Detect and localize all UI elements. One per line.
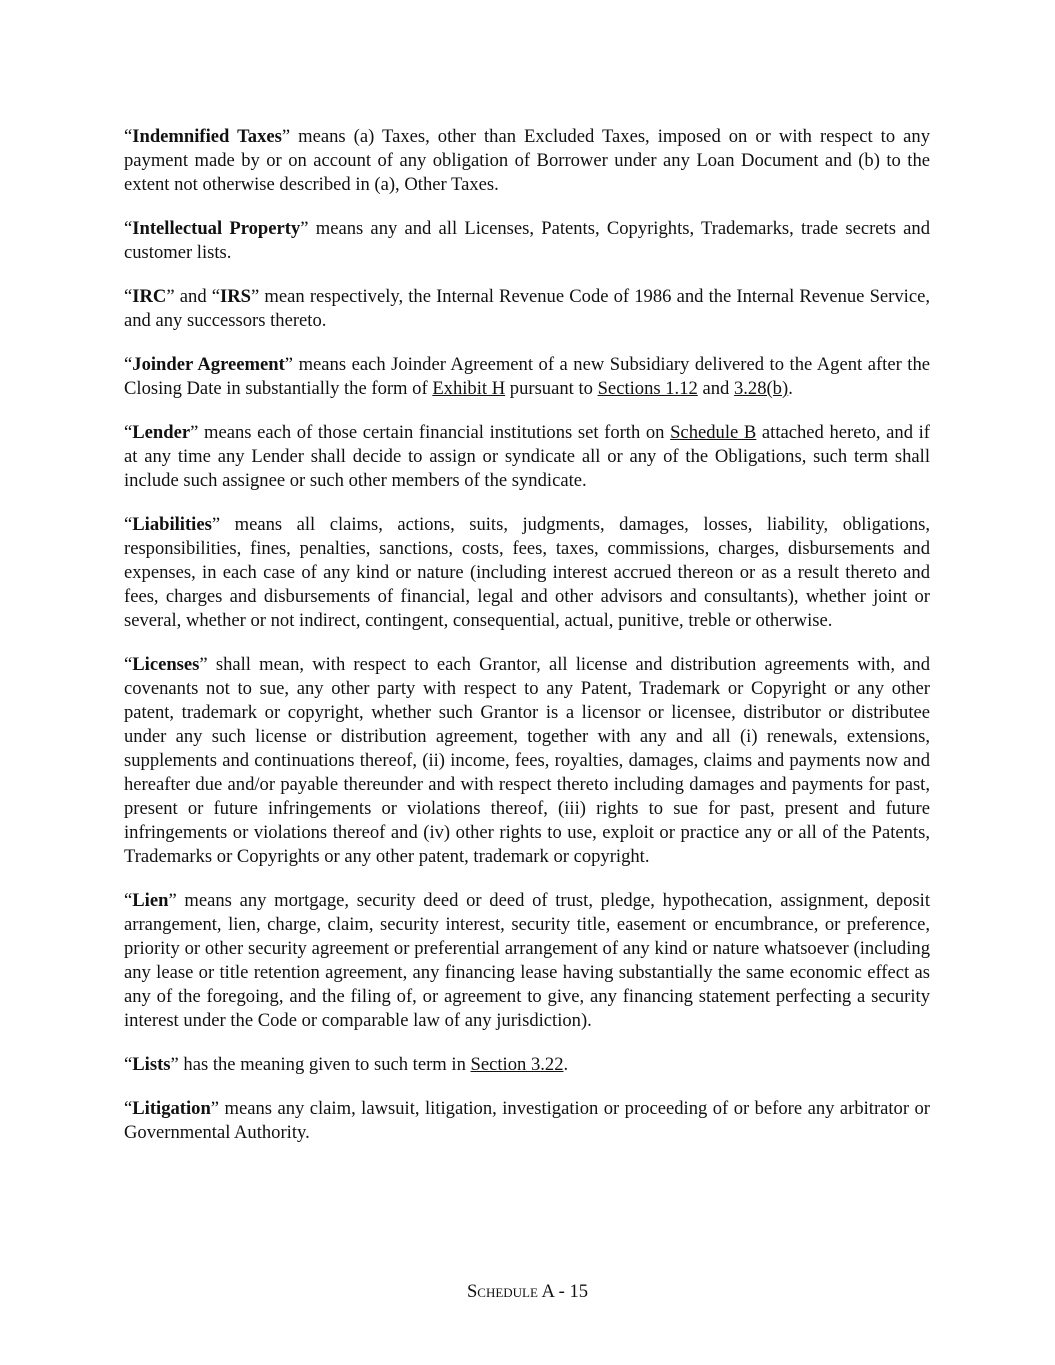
page-footer: Schedule A - 15 — [466, 1281, 589, 1302]
definition-text: means any and all Licenses, Patents, Copyrights, Trademarks, trade secrets and customer lists. — [124, 218, 930, 263]
definition-text: means each Joinder Agreement of a new Subsidiary delivered to the Agent after the Closing Date in substantially the form of — [124, 354, 930, 399]
definition-lender: “Lender” means each of those certain financial institutions set forth on Schedule B attached hereto, and if at any time any Lender shall decide to assign or syndicate all or any of the Obligations, such term shall include such assignee or such other members of the syndicate. — [124, 422, 930, 491]
definition-text: has the meaning given to such term in — [178, 1054, 471, 1075]
defined-term: Joinder Agreement — [132, 354, 285, 375]
defined-term: Licenses — [132, 654, 200, 675]
definitions-list — [124, 125, 930, 1165]
definition-lists: “Lists” has the meaning given to such term in Section 3.22. — [124, 1054, 569, 1075]
definition-indemnified-taxes: “Indemnified Taxes” means (a) Taxes, other than Excluded Taxes, imposed on or with respect to any payment made by or on account of any obligation of Borrower under any Loan Document and (b) to the extent not otherwise described in (a), Other Taxes. — [124, 126, 930, 195]
definition-joinder-agreement: “Joinder Agreement” means each Joinder Agreement of a new Subsidiary delivered to the Agent after the Closing Date in substantially the form of Exhibit H pursuant to Sections 1.12 and 3.28(b). — [124, 354, 930, 399]
schedule-reference: Schedule B — [670, 422, 757, 443]
definition-litigation: “Litigation” means any claim, lawsuit, litigation, investigation or proceeding of or before any arbitrator or Governmental Authority. — [124, 1098, 930, 1143]
defined-term: Liabilities — [132, 514, 212, 535]
defined-term: Intellectual Property — [132, 218, 301, 239]
definition-text: means any mortgage, security deed or deed of trust, pledge, hypothecation, assignment, deposit arrangement, lien, charge, claim, security interest, security title, easement or encumbrance, or preference, priority or other security agreement or preferential arrangement of any kind or nature whatsoever (including any lease or title retention agreement, any financing lease having substantially the same economic effect as any of the foregoing, and the filing of, or agreement to give, any financing statement perfecting a security interest under the Code or comparable law of any jurisdiction). — [124, 890, 930, 1031]
definition-licenses: “Licenses” shall mean, with respect to each Grantor, all license and distribution agreements with, and covenants not to sue, any other party with respect to any Patent, Trademark or Copyright or any other patent, trademark or copyright, whether such Grantor is a licensor or licensee, distributor or distributee under any such license or distribution agreement, together with any and all (i) renewals, extensions, supplements and continuations thereof, (ii) income, fees, royalties, damages, claims and payments now and hereafter due and/or payable thereunder and with respect thereto including damages and payments for past, present or future infringements or violations thereof, (iii) rights to sue for past, present and future infringements or violations thereof and (iv) other rights to use, exploit or practice any or all of the Patents, Trademarks or Copyrights or any other patent, trademark or copyright. — [124, 654, 930, 867]
definition-text: . — [788, 378, 793, 399]
definition-text: attached hereto, and if at any time any Lender shall decide to assign or syndicate all or any of the Obligations, such term shall include such assignee or such other members of the syndicate. — [124, 422, 930, 491]
definition-text: means all claims, actions, suits, judgments, damages, losses, liability, obligations, responsibilities, fines, penalties, sanctions, costs, fees, taxes, commissions, charges, disbursements and expenses, in each case of any kind or nature (including interest accrued thereon or as a result thereto and fees, charges and disbursements of financial, legal and other advisors and consultants), whether joint or several, whether or not indirect, contingent, consequential, actual, punitive, treble or otherwise. — [124, 514, 930, 631]
section-reference: 3.28(b) — [733, 378, 789, 399]
definition-text: means (a) Taxes, other than Excluded Taxes, imposed on or with respect to any payment made by or on account of any obligation of Borrower under any Loan Document and (b) to the extent not otherwise described in (a), Other Taxes. — [124, 126, 930, 195]
definition-text: means any claim, lawsuit, litigation, investigation or proceeding of or before any arbitrator or Governmental Authority. — [124, 1098, 930, 1143]
defined-term: Litigation — [132, 1098, 211, 1119]
section-reference: Section 3.22 — [470, 1054, 564, 1075]
definition-text: shall mean, with respect to each Grantor, all license and distribution agreements with, and covenants not to sue, any other party with respect to any Patent, Trademark or Copyright or any other patent, trademark or copyright, whether such Grantor is a licensor or licensee, distributor or distributee under any such license or distribution agreement, together with any and all (i) renewals, extensions, supplements and continuations thereof, (ii) income, fees, royalties, damages, claims and payments now and hereafter due and/or payable thereunder and with respect thereto including damages and payments for past, present or future infringements or violations thereof, (iii) rights to sue for past, present and future infringements or violations thereof and (iv) other rights to use, exploit or practice any or all of the Patents, Trademarks or Copyrights or any other patent, trademark or copyright. — [124, 654, 930, 867]
exhibit-reference: Exhibit H — [432, 378, 506, 399]
defined-term: Indemnified Taxes — [132, 126, 282, 147]
definition-lien: “Lien” means any mortgage, security deed or deed of trust, pledge, hypothecation, assignment, deposit arrangement, lien, charge, claim, security interest, security title, easement or encumbrance, or preference, priority or other security agreement or preferential arrangement of any kind or nature whatsoever (including any lease or title retention agreement, any financing lease having substantially the same economic effect as any of the foregoing, and the filing of, or agreement to give, any financing statement perfecting a security interest under the Code or comparable law of any jurisdiction). — [124, 890, 930, 1031]
definition-text: and — [697, 378, 734, 399]
definition-text: pursuant to — [505, 378, 598, 399]
defined-term: Lien — [132, 890, 169, 911]
section-reference: Sections 1.12 — [597, 378, 698, 399]
definition-text: means each of those certain financial institutions set forth on — [198, 422, 671, 443]
definition-text: and — [174, 286, 212, 307]
defined-term: Lists — [132, 1054, 171, 1075]
definition-irc-irs: “IRC” and “IRS” mean respectively, the Internal Revenue Code of 1986 and the Internal Revenue Service, and any successors thereto. — [124, 286, 930, 331]
definition-text: . — [563, 1054, 569, 1075]
definition-text: mean respectively, the Internal Revenue Code of 1986 and the Internal Revenue Service, and any successors thereto. — [124, 286, 930, 331]
defined-term: IRC — [132, 286, 167, 307]
defined-term: IRS — [220, 286, 252, 307]
defined-term: Lender — [132, 422, 191, 443]
definition-liabilities: “Liabilities” means all claims, actions, suits, judgments, damages, losses, liability, obligations, responsibilities, fines, penalties, sanctions, costs, fees, taxes, commissions, charges, disbursements and expenses, in each case of any kind or nature (including interest accrued thereon or as a result thereto and fees, charges and disbursements of financial, legal and other advisors and consultants), whether joint or several, whether or not indirect, contingent, consequential, actual, punitive, treble or otherwise. — [124, 514, 930, 631]
definition-intellectual-property: “Intellectual Property” means any and all Licenses, Patents, Copyrights, Trademarks, trade secrets and customer lists. — [124, 218, 930, 263]
